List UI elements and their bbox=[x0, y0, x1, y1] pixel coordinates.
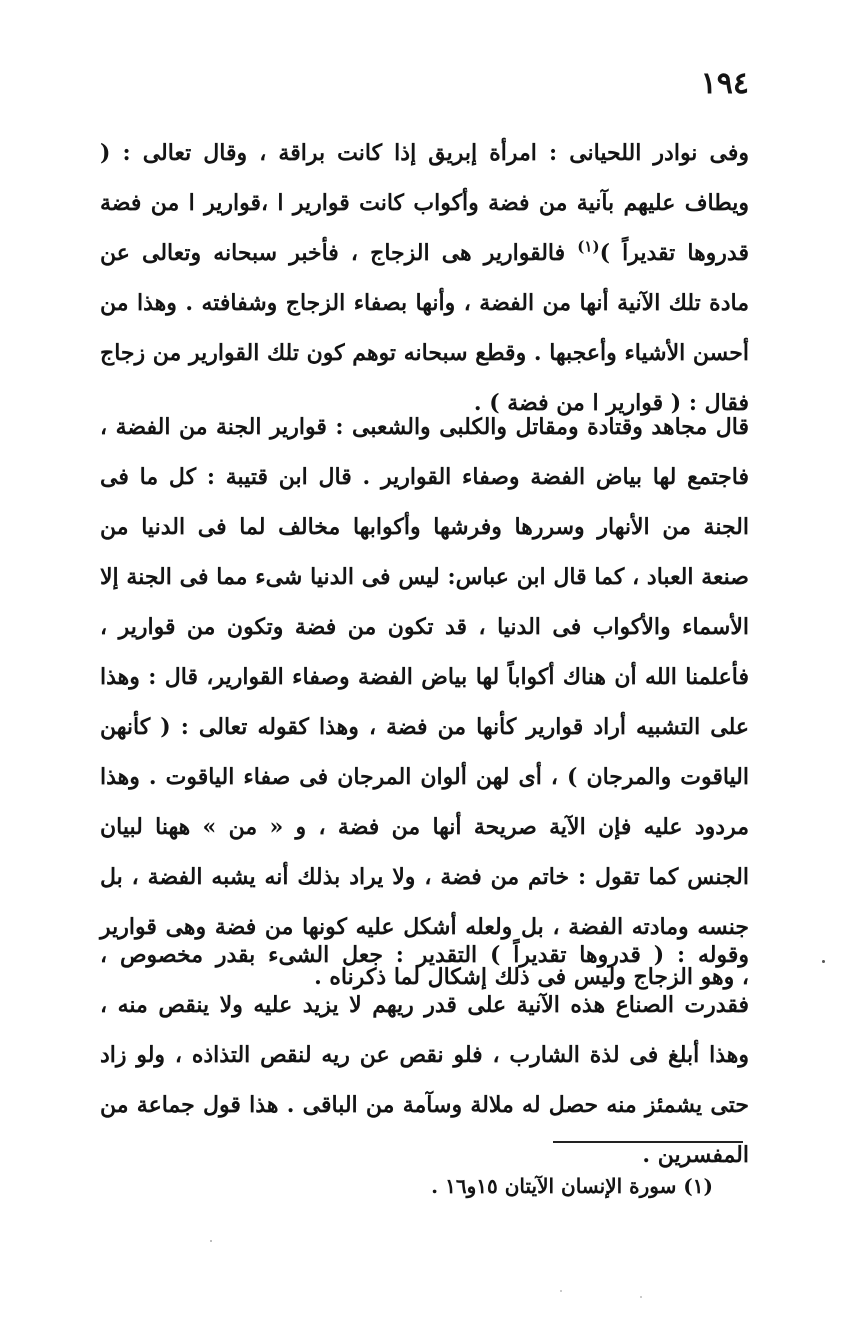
footnote-marker: (١) bbox=[577, 237, 600, 256]
paragraph-1 bbox=[100, 128, 749, 428]
paragraph-3: وقوله : ( قدروها تقديراً ) التقدير : جعل الشىء بقدر مخصوص ، فقدرت الصناع هذه الآنية على قدر ريهم لا يزيد عليه ولا ينقص منه ، وهذا أبلغ فى لذة الشارب ، فلو نقص عن ريه لنقص التذاذه ، ولو زاد حتى يشمئز منه حصل له ملالة وسآمة من الباقى . هذا قول جماعة من المفسرين . bbox=[100, 942, 749, 1168]
paragraph-1-continuation: فالقوارير هى الزجاج ، فأخبر سبحانه وتعالى عن مادة تلك الآنية أنها من الفضة ، وأنها بصفاء الزجاج وشفافته . وهذا من أحسن الأشياء وأعجبها . وقطع سبحانه توهم كون تلك القوارير من زجاج فقال : ( قوارير ا من فضة ) . bbox=[100, 240, 749, 416]
scan-speck bbox=[640, 1296, 642, 1298]
scan-speck bbox=[210, 1240, 212, 1242]
footnote: (١) سورة الإنسان الآيتان ١٥و١٦ . bbox=[431, 1174, 713, 1198]
footnote-separator bbox=[553, 1141, 743, 1143]
scan-speck bbox=[822, 960, 825, 963]
paragraph-2: قال مجاهد وقتادة ومقاتل والكلبى والشعبى : قوارير الجنة من الفضة ، فاجتمع لها بياض الفضة وصفاء القوارير . قال ابن قتيبة : كل ما فى الجنة من الأنهار وسررها وفرشها وأكوابها مخالف لما فى الدنيا من صنعة العباد ، كما قال ابن عباس: ليس فى الدنيا شىء مما فى الجنة إلا الأسماء والأكواب فى الدنيا ، قد تكون من فضة وتكون من قوارير ، فأعلمنا الله أن هناك أكواباً لها بياض الفضة وصفاء القوارير، قال : وهذا على التشبيه أراد قوارير كأنها من فضة ، وهذا كقوله تعالى : ( كأنهن الياقوت والمرجان ) ، أى لهن ألوان المرجان فى صفاء الياقوت . وهذا مردود عليه فإن الآية صريحة أنها من فضة ، و « من » ههنا لبيان الجنس كما تقول : خاتم من فضة ، ولا يراد بذلك أنه يشبه الفضة ، بل جنسه ومادته الفضة ، بل ولعله أشكل عليه كونها من فضة وهى قوارير ، وهو الزجاج وليس فى ذلك إشكال لما ذكرناه . bbox=[100, 414, 749, 990]
scan-speck bbox=[560, 1290, 562, 1292]
paragraph-1-text: وفى نوادر اللحيانى : امرأة إبريق إذا كانت براقة ، وقال تعالى : ( ويطاف عليهم بآنية من فضة وأكواب كانت قوارير ا ،قوارير ا من فضة قدروها تقديراً ) bbox=[100, 140, 749, 266]
page-number: ١٩٤ bbox=[700, 66, 749, 101]
